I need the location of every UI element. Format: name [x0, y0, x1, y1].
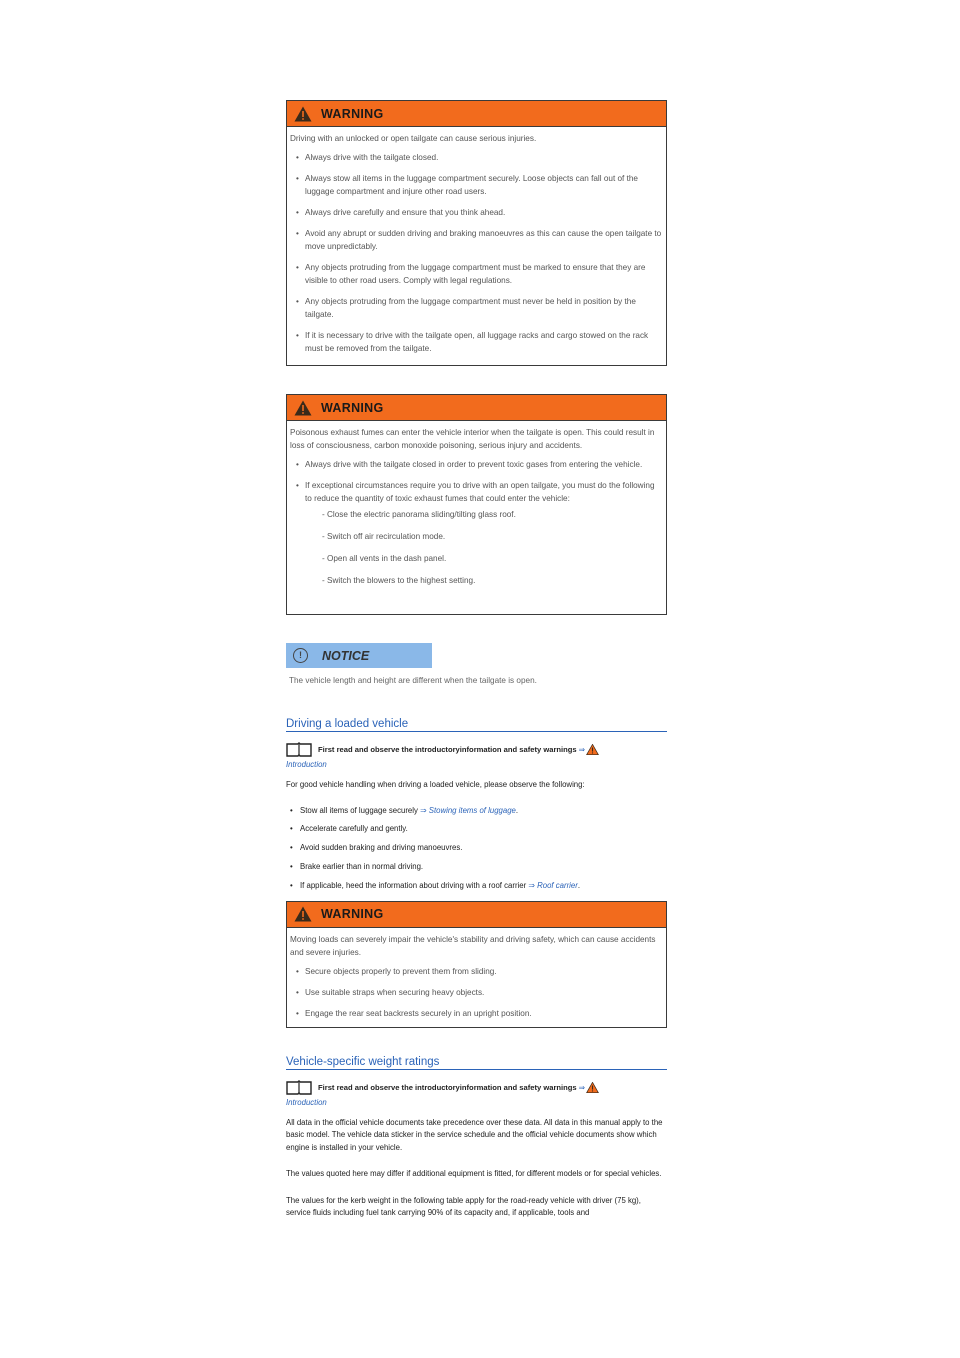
- arrow-symbol: ⇒: [578, 1082, 586, 1092]
- warning-item: • Engage the rear seat backrests securely in an upright position.: [290, 1007, 662, 1020]
- warning-triangle-icon: [294, 906, 312, 922]
- section-driving-loaded: [286, 718, 667, 890]
- warning-intro: Moving loads can severely impair the vehicle's stability and driving safety, which can cause accidents and severe injuries.: [290, 934, 656, 957]
- warning-item: • Always drive carefully and ensure that you think ahead.: [290, 206, 662, 219]
- stowing-items-link[interactable]: ⇒ Stowing items of luggage: [420, 805, 516, 815]
- section-heading: Driving a loaded vehicle: [286, 718, 667, 732]
- notice-header: [286, 643, 432, 668]
- section-weight-ratings: [286, 1056, 667, 1220]
- list-item: [286, 806, 667, 815]
- warning-triangle-icon[interactable]: [586, 1082, 599, 1093]
- item-end: .: [577, 880, 581, 890]
- warning-header: [287, 902, 666, 928]
- item-text: Stow all items of luggage securely: [300, 805, 418, 815]
- item-end: .: [515, 805, 519, 815]
- warning-triangle-icon[interactable]: [586, 744, 599, 755]
- warning-box-exhaust: [286, 394, 667, 615]
- introduction-link[interactable]: Introduction: [286, 1097, 327, 1107]
- warning-title: WARNING: [321, 106, 384, 121]
- first-read-line: [286, 1080, 667, 1095]
- warning-header: [287, 395, 666, 421]
- warning-subitem: - Switch off air recirculation mode.: [322, 532, 446, 541]
- warning-subitem: - Open all vents in the dash panel.: [322, 554, 447, 563]
- warning-intro: Poisonous exhaust fumes can enter the vehicle interior when the tailgate is open. This could result in loss of consciousness, carbon monoxide poisoning, serious injury and accidents.: [290, 428, 655, 450]
- roof-carrier-link[interactable]: ⇒ Roof carrier: [528, 880, 578, 890]
- warning-triangle-icon: [294, 400, 312, 416]
- warning-subitem: - Switch the blowers to the highest setting.: [322, 576, 476, 585]
- warning-item: • Use suitable straps when securing heavy objects.: [290, 986, 662, 999]
- section-heading: Vehicle-specific weight ratings: [286, 1056, 667, 1070]
- exclamation-circle-icon: !: [293, 648, 308, 663]
- warning-item: • Any objects protruding from the luggage compartment must never be held in position by the tailgate.: [290, 295, 662, 321]
- manual-page: [286, 100, 667, 1220]
- notice-block: [286, 643, 667, 685]
- warning-triangle-icon: [294, 106, 312, 122]
- first-read-text: First read and observe the introductoryinformation and safety warnings: [318, 745, 577, 754]
- warning-item: • Any objects protruding from the luggage compartment must be marked to ensure that they are visible to other road users. Comply with legal regulations.: [290, 261, 662, 287]
- list-item: [286, 881, 667, 890]
- warning-item: • Always drive with the tailgate closed.: [290, 151, 662, 164]
- list-item: • Accelerate carefully and gently.: [286, 824, 667, 833]
- first-read-text: First read and observe the introductoryinformation and safety warnings: [318, 1082, 577, 1092]
- warning-subitem: - Close the electric panorama sliding/tilting glass roof.: [322, 510, 516, 519]
- list-item: • Brake earlier than in normal driving.: [286, 862, 667, 871]
- section-lead: For good vehicle handling when driving a loaded vehicle, please observe the following:: [286, 780, 585, 789]
- warning-intro: Driving with an unlocked or open tailgate can cause serious injuries.: [290, 134, 537, 143]
- list-item: • Avoid sudden braking and driving manoeuvres.: [286, 843, 667, 852]
- warning-item: • Secure objects properly to prevent them from sliding.: [290, 965, 662, 978]
- warning-item: • Avoid any abrupt or sudden driving and braking manoeuvres as this can cause the open tailgate to move unpredictably.: [290, 227, 662, 253]
- warning-header: [287, 101, 666, 127]
- warning-box-tailgate: [286, 100, 667, 366]
- book-icon: [286, 1080, 312, 1095]
- warning-item: • Always stow all items in the luggage compartment securely. Loose objects can fall out of the luggage compartment and injure other road users.: [290, 172, 662, 198]
- introduction-link[interactable]: Introduction: [286, 760, 327, 769]
- warning-title: WARNING: [321, 907, 384, 922]
- notice-title: NOTICE: [322, 648, 370, 663]
- warning-item: • Always drive with the tailgate closed in order to prevent toxic gases from entering the vehicle.: [290, 458, 662, 471]
- first-read-line: [286, 742, 667, 757]
- paragraph: All data in the official vehicle documents take precedence over these data. All data in this manual apply to the basic model. The vehicle data sticker in the service schedule and the official vehicle documents show which engine is installed in your vehicle.: [286, 1117, 663, 1152]
- book-icon: [286, 742, 312, 757]
- notice-text: The vehicle length and height are different when the tailgate is open.: [289, 676, 537, 685]
- warning-item: • If exceptional circumstances require you to drive with an open tailgate, you must do the following to reduce the quantity of toxic exhaust fumes that could enter the vehicle:: [290, 479, 662, 505]
- warning-box-moving-loads: [286, 901, 667, 1028]
- paragraph: The values quoted here may differ if additional equipment is fitted, for different models or for special vehicles.: [286, 1169, 662, 1179]
- item-text: If applicable, heed the information about driving with a roof carrier: [300, 880, 527, 890]
- arrow-symbol: ⇒: [578, 745, 586, 754]
- warning-item: • If it is necessary to drive with the tailgate open, all luggage racks and cargo stowed on the rack must be removed from the tailgate.: [290, 329, 662, 355]
- paragraph: The values for the kerb weight in the following table apply for the road-ready vehicle with driver (75 kg), service fluids including fuel tank carrying 90% of its capacity and, if applicable, tools and: [286, 1195, 641, 1218]
- warning-title: WARNING: [321, 400, 384, 415]
